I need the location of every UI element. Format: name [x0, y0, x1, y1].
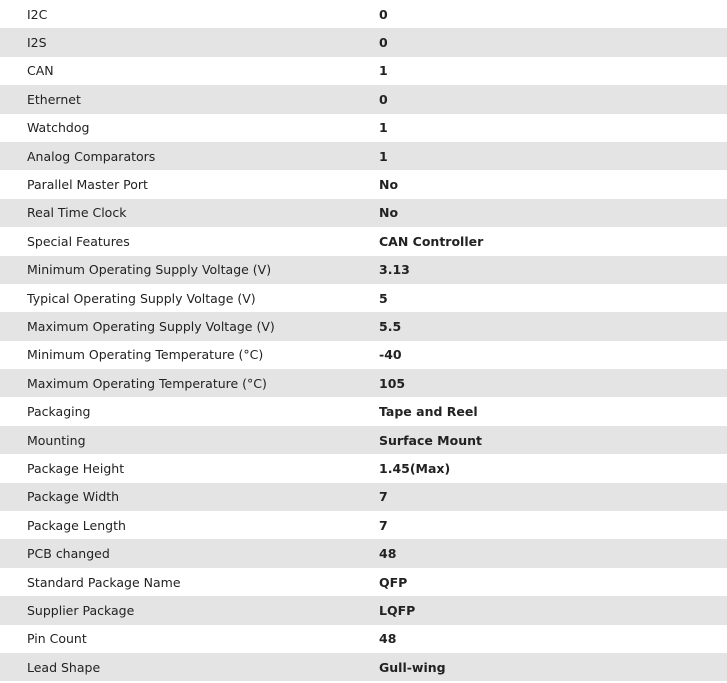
spec-label: Package Width	[27, 489, 120, 505]
spec-label: Maximum Operating Temperature (°C)	[27, 375, 267, 391]
table-row	[0, 341, 727, 369]
spec-label: Lead Shape	[27, 659, 101, 675]
spec-label: I2S	[27, 35, 47, 51]
spec-label: Ethernet	[27, 91, 81, 107]
table-row	[0, 142, 727, 170]
table-row	[0, 596, 727, 624]
spec-value: 7	[379, 489, 388, 505]
spec-label: Minimum Operating Temperature (°C)	[27, 347, 264, 363]
table-row	[0, 170, 727, 198]
table-row	[0, 454, 727, 482]
spec-value: LQFP	[379, 602, 416, 618]
table-row	[0, 539, 727, 567]
spec-value: Gull-wing	[379, 659, 446, 675]
table-row	[0, 483, 727, 511]
spec-value: 48	[379, 546, 397, 562]
spec-value: 1.45(Max)	[379, 460, 451, 476]
table-row	[0, 57, 727, 85]
spec-label: Special Features	[27, 233, 130, 249]
spec-label: Real Time Clock	[27, 205, 127, 221]
table-row	[0, 85, 727, 113]
spec-value: 5.5	[379, 318, 402, 334]
spec-value: 0	[379, 6, 388, 22]
table-row	[0, 284, 727, 312]
spec-label: PCB changed	[27, 546, 110, 562]
spec-label: Supplier Package	[27, 602, 135, 618]
spec-value: 3.13	[379, 262, 410, 278]
spec-value: 1	[379, 120, 388, 136]
table-row	[0, 0, 727, 28]
table-row	[0, 511, 727, 539]
spec-label: I2C	[27, 6, 48, 22]
spec-value: Surface Mount	[379, 432, 482, 448]
spec-label: Mounting	[27, 432, 86, 448]
spec-value: 0	[379, 35, 388, 51]
table-row	[0, 114, 727, 142]
spec-label: Package Length	[27, 517, 126, 533]
table-row	[0, 28, 727, 56]
spec-label: Typical Operating Supply Voltage (V)	[27, 290, 256, 306]
table-row	[0, 369, 727, 397]
spec-value: 1	[379, 63, 388, 79]
spec-value: 1	[379, 148, 388, 164]
table-row	[0, 397, 727, 425]
table-row	[0, 256, 727, 284]
spec-label: Packaging	[27, 404, 91, 420]
table-row	[0, 227, 727, 255]
spec-value: No	[379, 205, 399, 221]
table-row	[0, 199, 727, 227]
spec-value: -40	[379, 347, 402, 363]
spec-value: 7	[379, 517, 388, 533]
spec-label: Package Height	[27, 460, 125, 476]
table-row	[0, 625, 727, 653]
spec-label: Pin Count	[27, 631, 87, 647]
spec-label: Standard Package Name	[27, 574, 181, 590]
spec-label: Watchdog	[27, 120, 90, 136]
spec-value: Tape and Reel	[379, 404, 478, 420]
table-row	[0, 653, 727, 681]
spec-value: No	[379, 177, 399, 193]
spec-label: Parallel Master Port	[27, 177, 148, 193]
table-row	[0, 568, 727, 596]
spec-value: CAN Controller	[379, 233, 484, 249]
spec-value: 105	[379, 375, 406, 391]
spec-value: 0	[379, 91, 388, 107]
spec-value: QFP	[379, 574, 408, 590]
spec-label: Maximum Operating Supply Voltage (V)	[27, 318, 275, 334]
spec-value: 48	[379, 631, 397, 647]
spec-label: CAN	[27, 63, 54, 79]
table-row	[0, 312, 727, 340]
spec-label: Analog Comparators	[27, 148, 156, 164]
table-row	[0, 426, 727, 454]
spec-label: Minimum Operating Supply Voltage (V)	[27, 262, 272, 278]
spec-value: 5	[379, 290, 388, 306]
